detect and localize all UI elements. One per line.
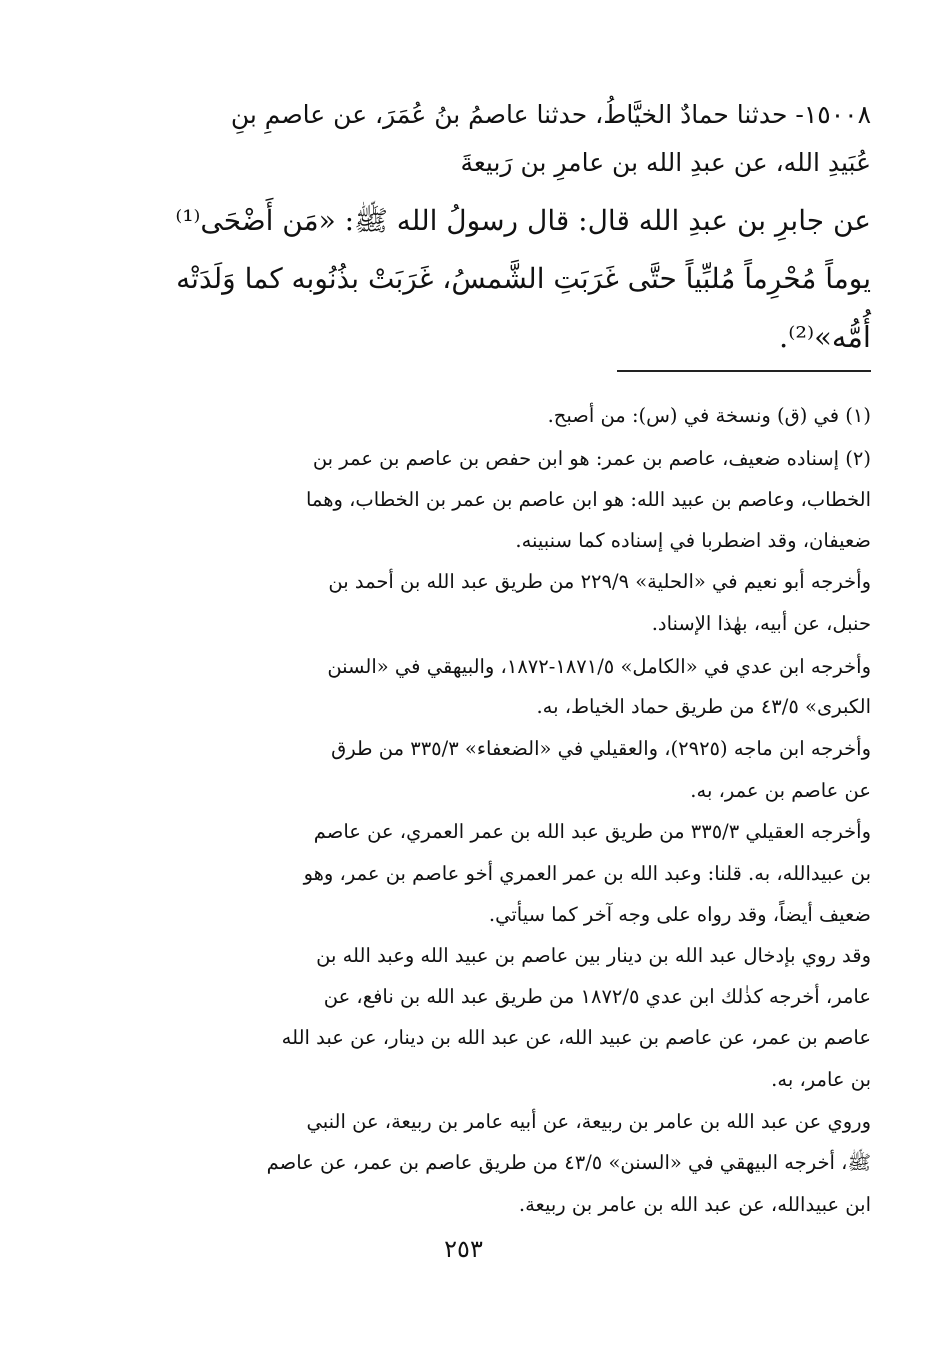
footnote-line: الكبرى» ٤٣/٥ من طريق حماد الخياط، به.	[536, 695, 871, 718]
hadith-isnad-line-1: ١٥٠٠٨- حدثنا حمادٌ الخيَّاطُ، حدثنا عاصمُ بنُ عُمَرَ، عن عاصمِ بنِ	[230, 100, 871, 129]
hadith-isnad-line-2: عُبَيدِ الله، عن عبدِ الله بن عامرِ بن رَبيعةَ	[460, 148, 871, 177]
footnote-line: وأخرجه ابن ماجه (٢٩٢٥)، والعقيلي في «الضعفاء» ٣٣٥/٣ من طرق	[331, 737, 871, 760]
footnote-line: ضعيف أيضاً، وقد رواه على وجه آخر كما سيأتي.	[488, 903, 871, 926]
footnote-line: ضعيفان، وقد اضطربا في إسناده كما سنبينه.	[515, 529, 871, 552]
footnote-line: وأخرجه أبو نعيم في «الحلية» ٢٢٩/٩ من طريق عبد الله بن أحمد بن	[328, 570, 871, 593]
footnote-line: وروي عن عبد الله بن عامر بن ربيعة، عن أبيه عامر بن ربيعة، عن النبي	[306, 1110, 871, 1133]
hadith-matn-line-1: عن جابرِ بن عبدِ الله قال: قال رسولُ الله ﷺ: «مَن أَضْحَى⁽¹⁾	[175, 204, 871, 237]
footnote-line: عامر، أخرجه كذٰلك ابن عدي ١٨٧٢/٥ من طريق عبد الله بن نافع، عن	[323, 985, 871, 1008]
footnote-line: الخطاب، وعاصم بن عبيد الله: هو ابن عاصم بن عمر بن الخطاب، وهما	[305, 488, 871, 511]
footnote-line: بن عبيدالله، به. قلنا: وعبد الله بن عمر العمري أخو عاصم بن عمر، وهو	[303, 862, 871, 885]
footnote-line: عاصم بن عمر، عن عاصم بن عبيد الله، عن عبد الله بن دينار، عن عبد الله	[281, 1026, 871, 1049]
footnote-separator	[617, 370, 871, 372]
footnote-line: وقد روي بإدخال عبد الله بن دينار بين عاصم بن عبيد الله وعبد الله بن	[316, 944, 871, 967]
footnote-line: بن عامر، به.	[771, 1068, 871, 1091]
footnote-line: حنبل، عن أبيه، بهٰذا الإسناد.	[651, 612, 871, 635]
footnote-line: عن عاصم بن عمر، به.	[690, 779, 871, 802]
footnote-line: وأخرجه العقيلي ٣٣٥/٣ من طريق عبد الله بن عمر العمري، عن عاصم	[313, 820, 871, 843]
footnote-line: وأخرجه ابن عدي في «الكامل» ١٨٧١/٥-١٨٧٢، والبيهقي في «السنن	[327, 655, 871, 678]
footnote-line: ﷺ، أخرجه البيهقي في «السنن» ٤٣/٥ من طريق عاصم بن عمر، عن عاصم	[266, 1151, 871, 1174]
footnote-line: ابن عبيدالله، عن عبد الله بن عامر بن ربيعة.	[518, 1193, 871, 1216]
footnote-line: (٢) إسناده ضعيف، عاصم بن عمر: هو ابن حفص بن عاصم بن عمر بن	[312, 447, 871, 470]
page-number: ٢٥٣	[444, 1235, 483, 1263]
footnote-line: (١) في (ق) ونسخة في (س): من أصبح.	[547, 404, 871, 427]
hadith-matn-line-2: يوماً مُحْرِماً مُلبِّياً حتَّى غَرَبَتِ الشَّمسُ، غَرَبَتْ بذُنُوبه كما وَلَدَتْه	[176, 262, 871, 295]
hadith-matn-line-3: أُمُّه»⁽²⁾.	[779, 320, 871, 354]
